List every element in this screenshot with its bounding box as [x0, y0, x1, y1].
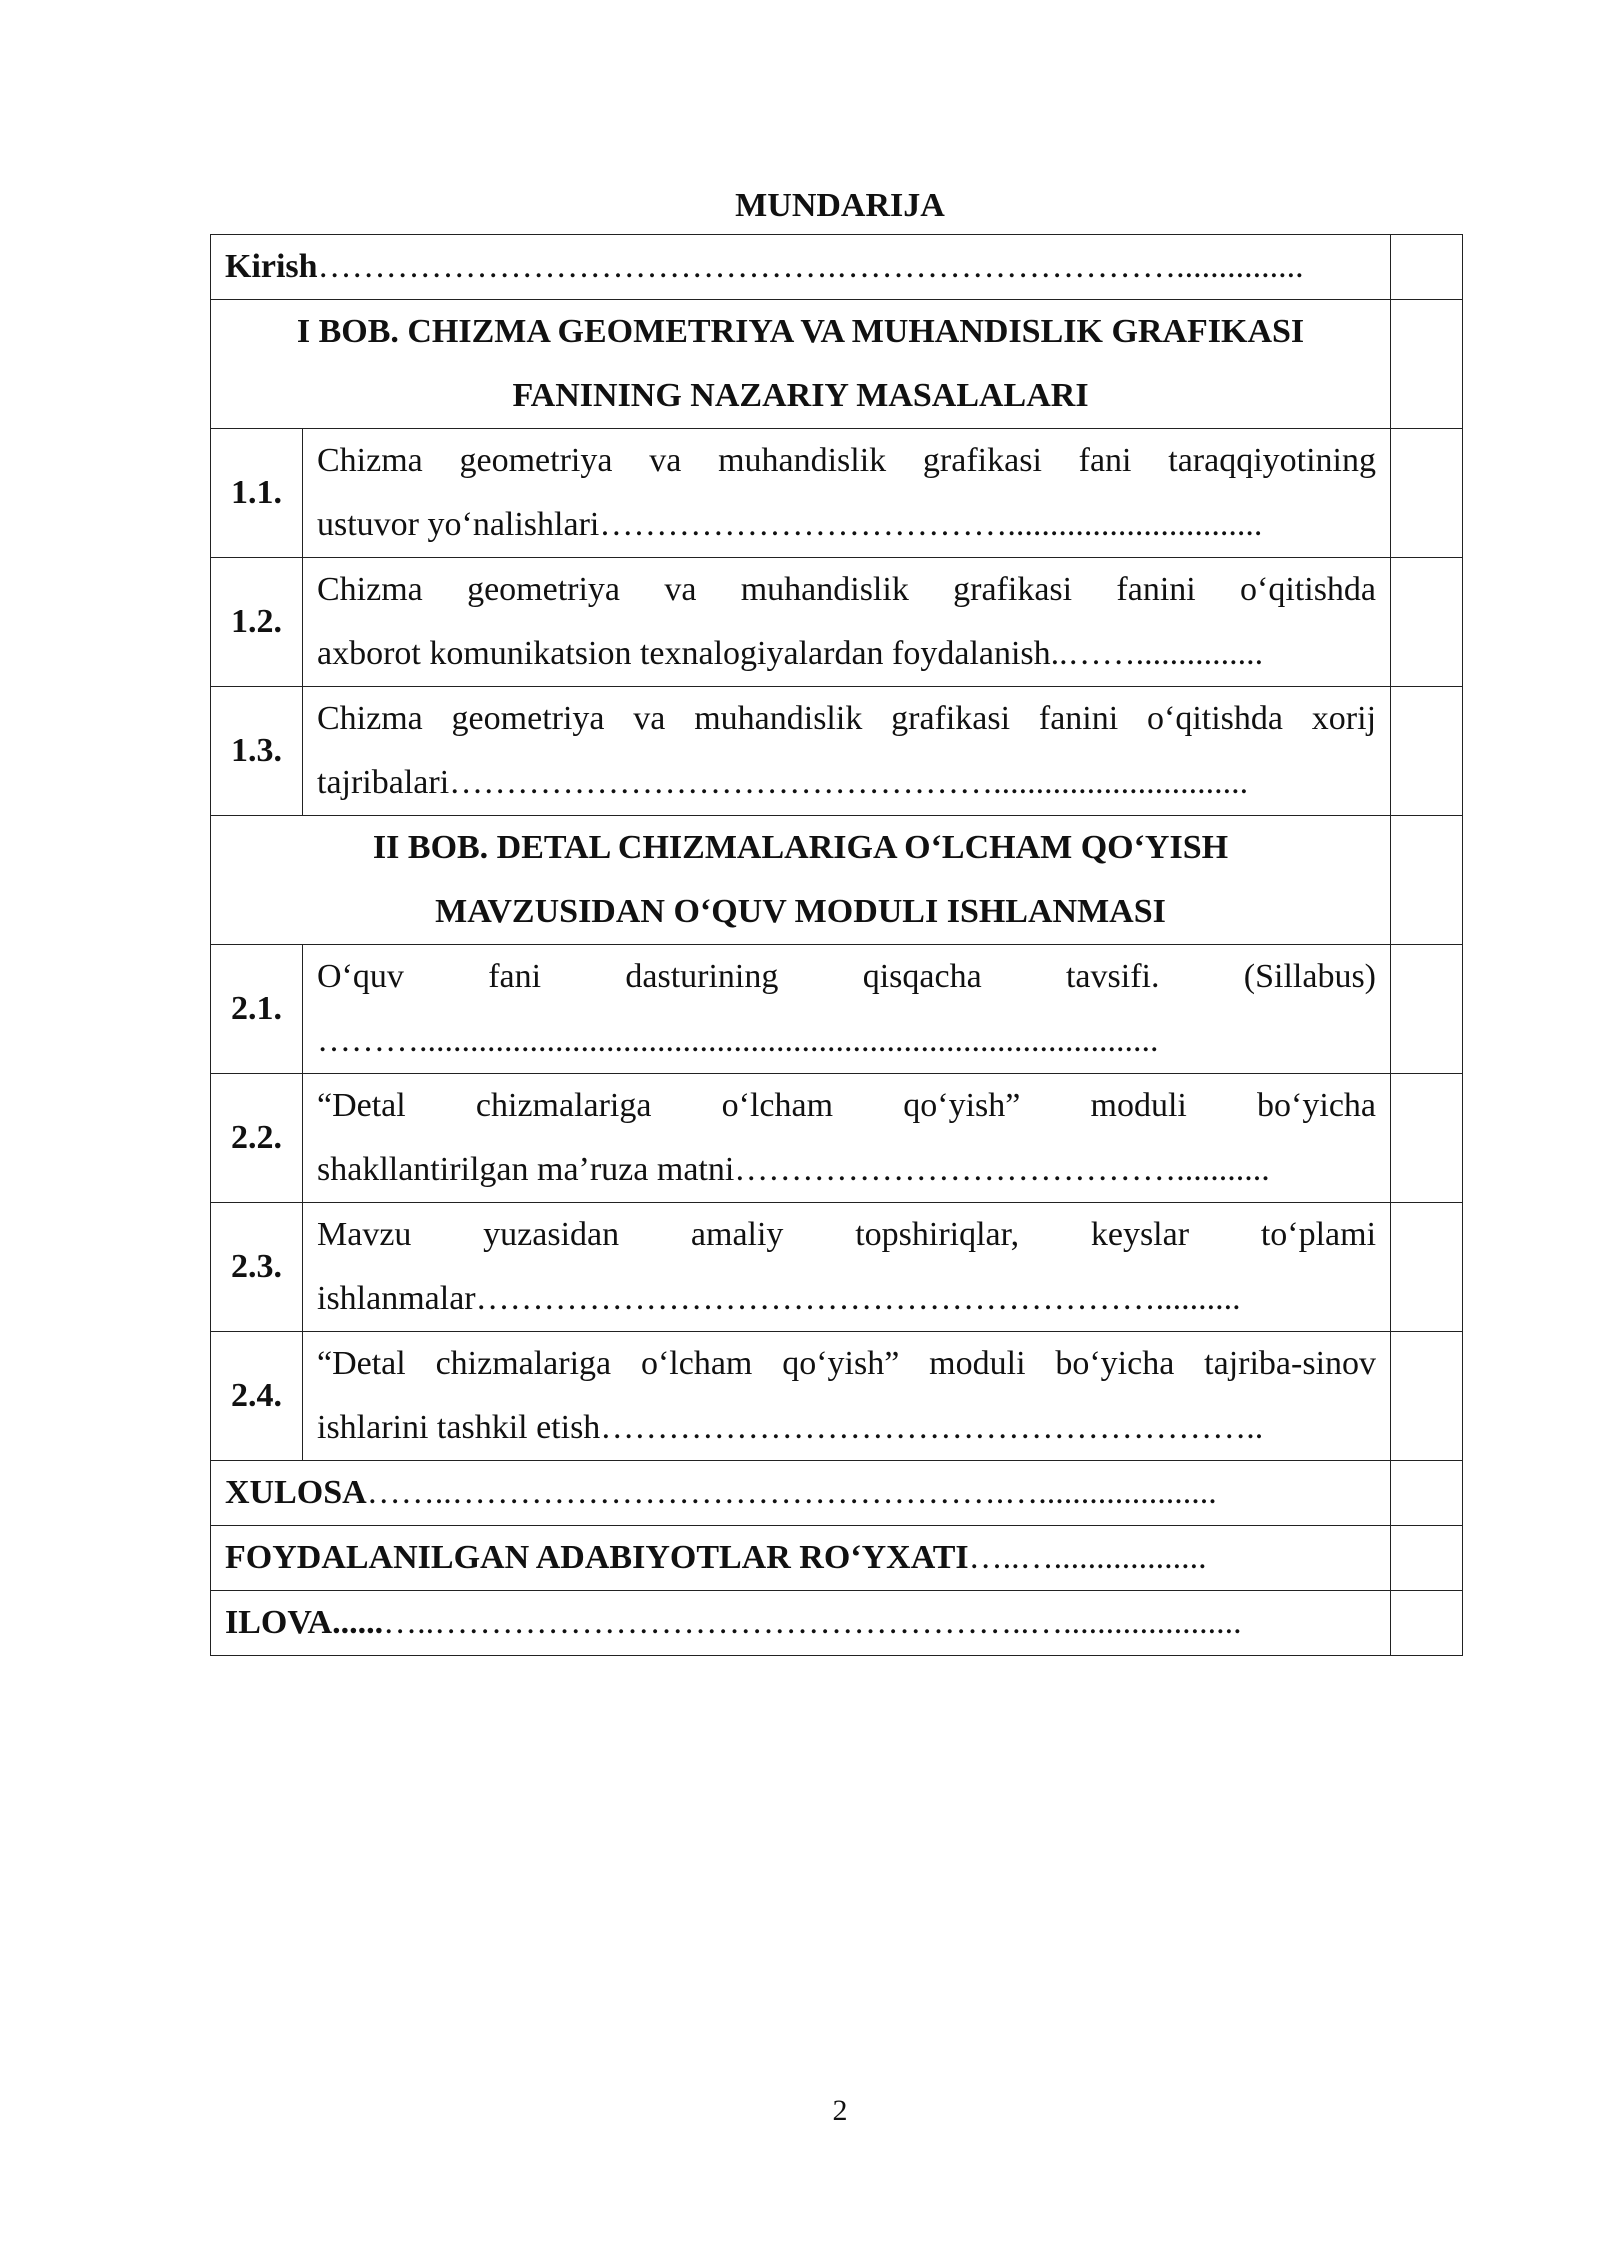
section-title-line-2: tajribalari…………………………………………..............................	[317, 764, 1249, 801]
section-number: 2.4.	[211, 1332, 303, 1461]
section-title-line-2: axborot komunikatsion texnalogiyalardan foydalanish..……...............	[317, 635, 1264, 672]
chapter-heading-line-1: I BOB. CHIZMA GEOMETRIYA VA MUHANDISLIK GRAFIKASI	[296, 313, 1305, 350]
toc-leader-dots: ……..………………………………………….….....................	[366, 1474, 1217, 1511]
toc-page-cell	[1391, 1203, 1463, 1332]
section-number: 1.3.	[211, 687, 303, 816]
section-title-line-2: ishlanmalar……………………………………………………..........	[317, 1280, 1241, 1317]
section-title-line-2: ishlarini tashkil etish…………………………………………………..	[317, 1409, 1264, 1446]
toc-row-section	[211, 429, 1463, 558]
toc-row-section	[211, 558, 1463, 687]
toc-entry-label: Kirish	[225, 248, 318, 285]
toc-page-cell	[1391, 300, 1463, 429]
toc-page-cell	[1391, 816, 1463, 945]
section-number: 2.3.	[211, 1203, 303, 1332]
toc-page-cell	[1391, 1461, 1463, 1526]
section-title	[303, 1074, 1391, 1203]
toc-row-section	[211, 1074, 1463, 1203]
section-title-line-1: O‘quv fani dasturining qisqacha tavsifi. (Sillabus)	[317, 958, 1377, 995]
toc-leader-dots: …..…..................	[968, 1539, 1207, 1576]
toc-entry-appendix	[211, 1591, 1391, 1656]
toc-row-references	[211, 1526, 1463, 1591]
section-title	[303, 429, 1391, 558]
section-title	[303, 1203, 1391, 1332]
toc-entry-intro	[211, 235, 1391, 300]
toc-page-cell	[1391, 1074, 1463, 1203]
toc-page-cell	[1391, 429, 1463, 558]
toc-page-cell	[1391, 1591, 1463, 1656]
toc-entry-label: ILOVA......	[225, 1604, 384, 1641]
toc-row-section	[211, 1203, 1463, 1332]
section-number: 1.1.	[211, 429, 303, 558]
section-number: 2.1.	[211, 945, 303, 1074]
toc-entry-label: XULOSA	[225, 1474, 367, 1511]
toc-row-conclusion	[211, 1461, 1463, 1526]
toc-entry-conclusion	[211, 1461, 1391, 1526]
toc-page-cell	[1391, 945, 1463, 1074]
chapter-heading-line-2: FANINING NAZARIY MASALALARI	[512, 377, 1089, 414]
toc-page-cell	[1391, 1332, 1463, 1461]
toc-row-section	[211, 945, 1463, 1074]
toc-row-intro	[211, 235, 1463, 300]
section-title-line-1: Mavzu yuzasidan amaliy topshiriqlar, keyslar to‘plami	[317, 1216, 1377, 1253]
page-number: 2	[832, 2094, 848, 2127]
toc-page-cell	[1391, 235, 1463, 300]
section-number: 1.2.	[211, 558, 303, 687]
toc-row-chapter-1	[211, 300, 1463, 429]
toc-entry-label: FOYDALANILGAN ADABIYOTLAR RO‘YXATI	[225, 1539, 969, 1576]
chapter-heading-line-2: MAVZUSIDAN O‘QUV MODULI ISHLANMASI	[435, 893, 1166, 930]
section-title-line-2: ustuvor yo‘nalishlari………………………………..............................	[317, 506, 1263, 543]
chapter-heading-line-1: II BOB. DETAL CHIZMALARIGA O‘LCHAM QO‘YISH	[372, 829, 1229, 866]
section-title-line-2: ……….......................................................................................	[317, 1022, 1159, 1059]
section-title	[303, 945, 1391, 1074]
toc-chapter-heading	[211, 816, 1391, 945]
toc-leader-dots: …..……………………………………………..….....................	[383, 1604, 1242, 1641]
section-number: 2.2.	[211, 1074, 303, 1203]
section-title-line-1: Chizma geometriya va muhandislik grafikasi fanini o‘qitishda	[317, 571, 1377, 608]
section-title	[303, 687, 1391, 816]
toc-leader-dots: ……………………………………….…………………………...............	[317, 248, 1304, 285]
toc-page-cell	[1391, 558, 1463, 687]
section-title-line-1: “Detal chizmalariga o‘lcham qo‘yish” moduli bo‘yicha	[317, 1087, 1377, 1124]
toc-row-section	[211, 1332, 1463, 1461]
page-title: MUNDARIJA	[735, 187, 945, 224]
section-title-line-1: Chizma geometriya va muhandislik grafikasi fanini o‘qitishda xorij	[317, 700, 1377, 737]
section-title-line-2: shakllantirilgan ma’ruza matni…………………………………...........	[317, 1151, 1270, 1188]
section-title	[303, 558, 1391, 687]
toc-row-chapter-2	[211, 816, 1463, 945]
section-title-line-1: “Detal chizmalariga o‘lcham qo‘yish” moduli bo‘yicha tajriba-sinov	[317, 1345, 1377, 1382]
toc-row-section	[211, 687, 1463, 816]
toc-chapter-heading	[211, 300, 1391, 429]
section-title-line-1: Chizma geometriya va muhandislik grafikasi fani taraqqiyotining	[317, 442, 1377, 479]
section-title	[303, 1332, 1391, 1461]
toc-row-appendix	[211, 1591, 1463, 1656]
table-of-contents	[210, 234, 1463, 1656]
toc-page-cell	[1391, 1526, 1463, 1591]
toc-entry-references	[211, 1526, 1391, 1591]
toc-page-cell	[1391, 687, 1463, 816]
